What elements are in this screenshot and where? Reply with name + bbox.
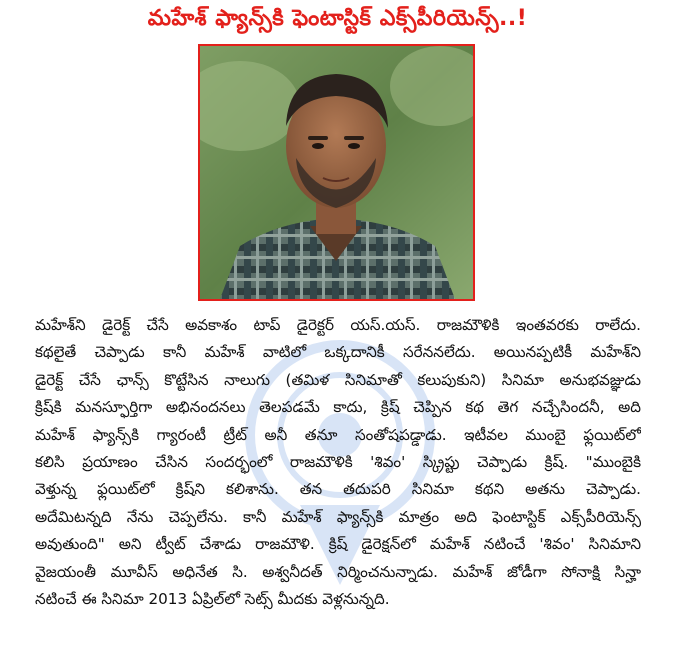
article-line: కథలైతే చెప్పాడు కానీ మహేశ్ వాటిలో ఒక్కదానికీ సరేననలేదు. అయినప్పటికీ మహేశ్‌ని [35,343,641,362]
article-line: క్రిష్‌కి మనస్ఫూర్తిగా అభినందనలు తెలపడమే కాదు, క్రిష్ చెప్పిన కథ తెగ నచ్చేసిందనీ, అది [35,398,641,417]
portrait-photo-icon [200,46,473,299]
article-line: అవుతుంది" అని ట్వీట్ చేశాడు రాజమౌళి. క్రిష్ డైరెక్షన్‌లో మహేశ్ నటించే 'శివం' సినిమాని [35,535,641,554]
article-line: మహేశ్ ఫ్యాన్స్‌కి గ్యారంటీ ట్రీట్ అనీ తనూ సంతోషపడ్డాడు. ఇటీవల ముంబై ఫ్లయిట్‌లో [35,425,641,444]
portrait-photo [198,44,475,301]
article-body [35,312,641,613]
article-line: మహేశ్‌ని డైరెక్ట్ చేసే అవకాశం టాప్ డైరెక్టర్ యస్.యస్. రాజమౌళికి ఇంతవరకు రాలేదు. [35,316,641,334]
article-line: నటించే ఈ సినిమా 2013 ఏప్రిల్‌లో సెట్స్ మీదకు వెళ్లనున్నది. [35,590,390,609]
article-line: డైరెక్ట్ చేసే ఛాన్స్ కొట్టేసిన నాలుగు (తమిళ సినిమాతో కలుపుకుని) సినిమా అనుభవజ్ఞుడు [35,370,641,389]
article-line: అదేమిటన్నది నేను చెప్పలేను. కానీ మహేశ్ ఫ్యాన్స్‌కి మాత్రం అది ఫెంటాస్టిక్ ఎక్స్‌పీరియెన్స్ [35,507,641,526]
article-headline: మహేశ్ ఫ్యాన్స్‌కి ఫెంటాస్టిక్ ఎక్స్‌పీరియెన్స్..! [147,6,528,31]
article-line: వైజయంతీ మూవీస్ అధినేత సి. అశ్వనీదత్ నిర్మించనున్నాడు. మహేశ్ జోడీగా సోనాక్షి సిన్హా [35,562,641,581]
article-line: వెళ్తున్న ఫ్లయిట్‌లో క్రిష్‌ని కలిశాను. తన తదుపరి సినిమా కథని అతను చెప్పాడు. [35,480,641,499]
article-line: కలిసి ప్రయాణం చేసిన సందర్భంలో రాజమౌళికి 'శివం' స్క్రిప్టు చెప్పాడు క్రిష్. "ముంబైకి [35,453,641,472]
